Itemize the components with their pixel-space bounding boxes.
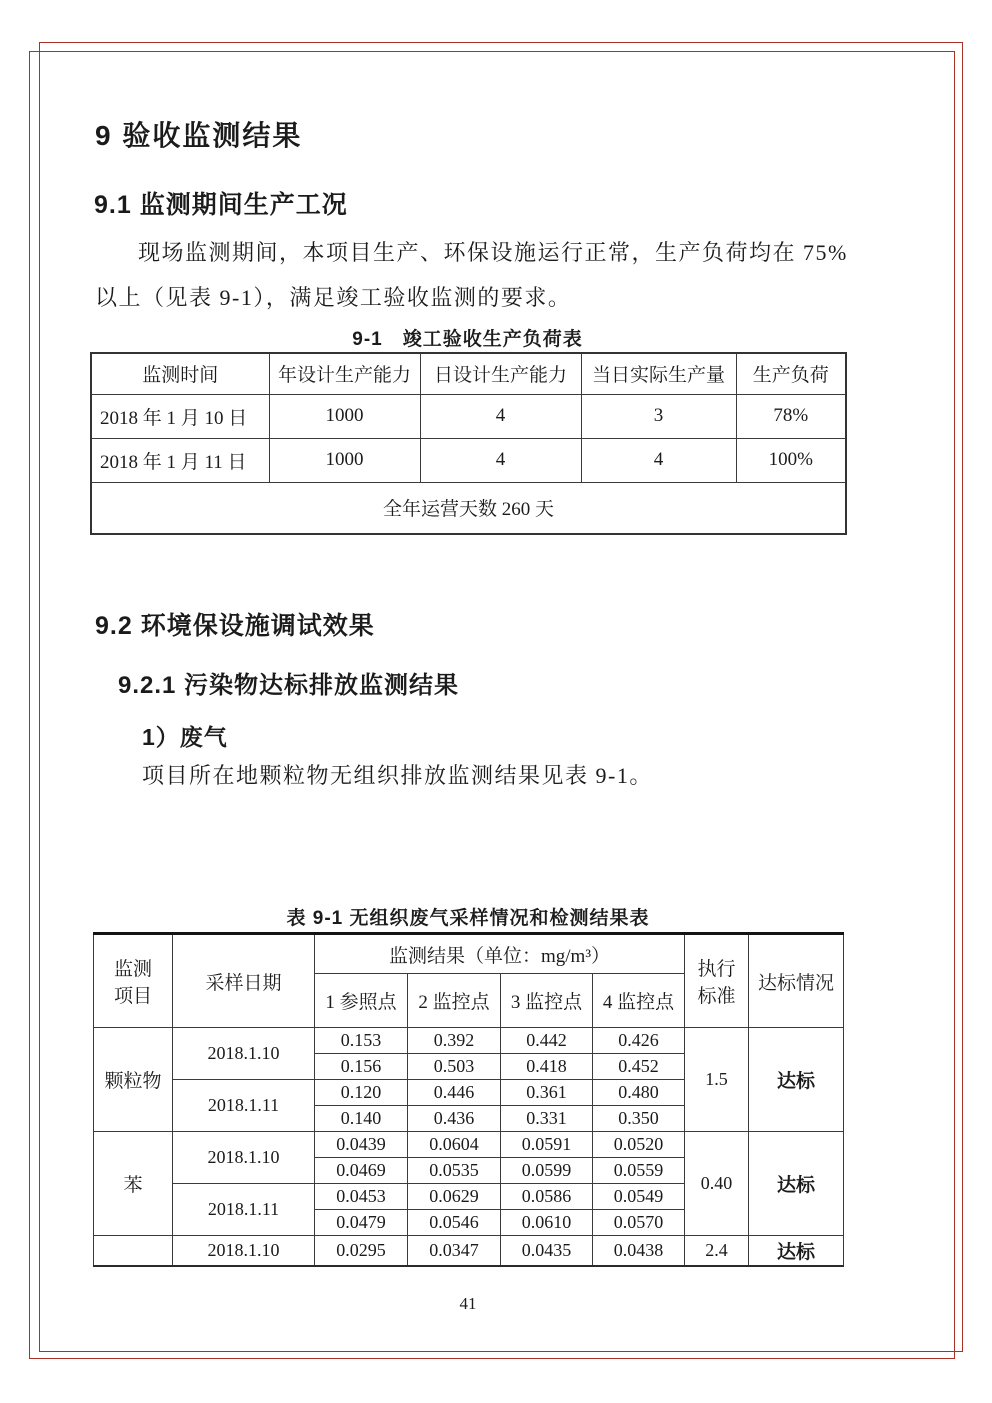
table2-value-cell: 0.0520 xyxy=(593,1132,685,1158)
table2-value-cell: 0.452 xyxy=(593,1054,685,1080)
table2-value-cell: 0.0435 xyxy=(501,1236,593,1266)
table1-cell: 100% xyxy=(736,438,846,482)
table2-value-cell: 0.140 xyxy=(315,1106,408,1132)
table1-cell-date: 2018 年 1 月 11 日 xyxy=(91,438,269,482)
table2-value-cell: 0.442 xyxy=(501,1028,593,1054)
table2-header-compliance: 达标情况 xyxy=(749,934,844,1028)
table1-caption: 9-1 竣工验收生产负荷表 xyxy=(352,329,583,350)
table1-cell-date: 2018 年 1 月 10 日 xyxy=(91,394,269,438)
subsection-heading-9-2-1: 9.2.1 污染物达标排放监测结果 xyxy=(118,672,460,699)
table2-item-cell: 颗粒物 xyxy=(94,1028,173,1132)
section-heading-9-2: 9.2 环境保设施调试效果 xyxy=(95,612,375,640)
table2-compliance-cell: 达标 xyxy=(749,1132,844,1236)
table2-value-cell: 0.0559 xyxy=(593,1158,685,1184)
chapter-heading: 9 验收监测结果 xyxy=(95,120,303,151)
table2-value-cell: 0.392 xyxy=(408,1028,501,1054)
section-heading-9-1: 9.1 监测期间生产工况 xyxy=(94,191,348,219)
table2-value-cell: 0.0610 xyxy=(501,1210,593,1236)
table1-cell: 4 xyxy=(581,438,736,482)
table2-caption: 表 9-1 无组织废气采样情况和检测结果表 xyxy=(286,908,650,929)
monitoring-results-table xyxy=(93,932,844,1267)
table2-header-point: 1 参照点 xyxy=(315,974,408,1028)
table2-header-point: 3 监控点 xyxy=(501,974,593,1028)
table2-value-cell: 0.120 xyxy=(315,1080,408,1106)
table2-value-cell: 0.0546 xyxy=(408,1210,501,1236)
table1-header-cell: 生产负荷 xyxy=(736,353,846,394)
table2-item-cell: 苯 xyxy=(94,1132,173,1236)
table1-cell: 1000 xyxy=(269,394,420,438)
table2-date-cell: 2018.1.11 xyxy=(173,1184,315,1236)
table2-value-cell: 0.0347 xyxy=(408,1236,501,1266)
table2-value-cell: 0.0295 xyxy=(315,1236,408,1266)
table2-value-cell: 0.0535 xyxy=(408,1158,501,1184)
table1-cell: 1000 xyxy=(269,438,420,482)
table2-value-cell: 0.0604 xyxy=(408,1132,501,1158)
table2-standard-cell: 0.40 xyxy=(685,1132,749,1236)
table2-header-result-group: 监测结果（单位：mg/m³） xyxy=(315,934,685,974)
table2-value-cell: 0.0479 xyxy=(315,1210,408,1236)
table2-value-cell: 0.0453 xyxy=(315,1184,408,1210)
table2-data-row xyxy=(94,1028,844,1054)
table2-value-cell: 0.350 xyxy=(593,1106,685,1132)
table1-cell: 4 xyxy=(420,438,581,482)
table2-value-cell: 0.361 xyxy=(501,1080,593,1106)
paragraph-production-line1: 现场监测期间，本项目生产、环保设施运行正常，生产负荷均在 75% xyxy=(138,240,848,265)
table2-data-row xyxy=(94,1236,844,1266)
table2-date-cell: 2018.1.11 xyxy=(173,1080,315,1132)
table2-value-cell: 0.446 xyxy=(408,1080,501,1106)
table2-value-cell: 0.0438 xyxy=(593,1236,685,1266)
table1-header-cell: 年设计生产能力 xyxy=(269,353,420,394)
table2-value-cell: 0.426 xyxy=(593,1028,685,1054)
table2-value-cell: 0.0570 xyxy=(593,1210,685,1236)
paragraph-waste-gas: 项目所在地颗粒物无组织排放监测结果见表 9-1。 xyxy=(142,763,653,788)
table1-row xyxy=(91,438,846,482)
table2-header-point: 4 监控点 xyxy=(593,974,685,1028)
table2-value-cell: 0.0549 xyxy=(593,1184,685,1210)
table2-date-cell: 2018.1.10 xyxy=(173,1132,315,1184)
table2-compliance-cell: 达标 xyxy=(749,1236,844,1266)
table2-value-cell: 0.0629 xyxy=(408,1184,501,1210)
table2-date-cell: 2018.1.10 xyxy=(173,1236,315,1266)
table1-header-row xyxy=(91,353,846,394)
paragraph-production-line2: 以上（见表 9-1），满足竣工验收监测的要求。 xyxy=(95,285,572,310)
table2-value-cell: 0.156 xyxy=(315,1054,408,1080)
table2-compliance-cell: 达标 xyxy=(749,1028,844,1132)
table1-footer-row xyxy=(91,482,846,534)
table2-value-cell: 0.331 xyxy=(501,1106,593,1132)
table2-value-cell: 0.480 xyxy=(593,1080,685,1106)
table2-data-row xyxy=(94,1132,844,1158)
production-load-table xyxy=(90,352,847,535)
table2-header-item: 监测 项目 xyxy=(94,934,173,1028)
table2-date-cell: 2018.1.10 xyxy=(173,1028,315,1080)
table1-cell: 78% xyxy=(736,394,846,438)
table1-footer-cell: 全年运营天数 260 天 xyxy=(91,482,846,534)
table2-header-point: 2 监控点 xyxy=(408,974,501,1028)
table2-item-cell xyxy=(94,1236,173,1266)
table2-value-cell: 0.0586 xyxy=(501,1184,593,1210)
table2-value-cell: 0.0599 xyxy=(501,1158,593,1184)
table1-header-cell: 日设计生产能力 xyxy=(420,353,581,394)
table2-value-cell: 0.0439 xyxy=(315,1132,408,1158)
table1-header-cell: 监测时间 xyxy=(91,353,269,394)
table2-value-cell: 0.418 xyxy=(501,1054,593,1080)
table2-value-cell: 0.153 xyxy=(315,1028,408,1054)
table1-header-cell: 当日实际生产量 xyxy=(581,353,736,394)
table1-cell: 4 xyxy=(420,394,581,438)
table2-value-cell: 0.503 xyxy=(408,1054,501,1080)
table1-row xyxy=(91,394,846,438)
table2-header-standard: 执行 标准 xyxy=(685,934,749,1028)
table2-value-cell: 0.436 xyxy=(408,1106,501,1132)
item-heading-waste-gas: 1）废气 xyxy=(142,724,228,750)
table1-cell: 3 xyxy=(581,394,736,438)
table2-header-row-1 xyxy=(94,934,844,974)
table2-value-cell: 0.0591 xyxy=(501,1132,593,1158)
table2-standard-cell: 1.5 xyxy=(685,1028,749,1132)
page-number: 41 xyxy=(459,1294,477,1313)
table2-header-date: 采样日期 xyxy=(173,934,315,1028)
table2-value-cell: 0.0469 xyxy=(315,1158,408,1184)
table2-standard-cell: 2.4 xyxy=(685,1236,749,1266)
